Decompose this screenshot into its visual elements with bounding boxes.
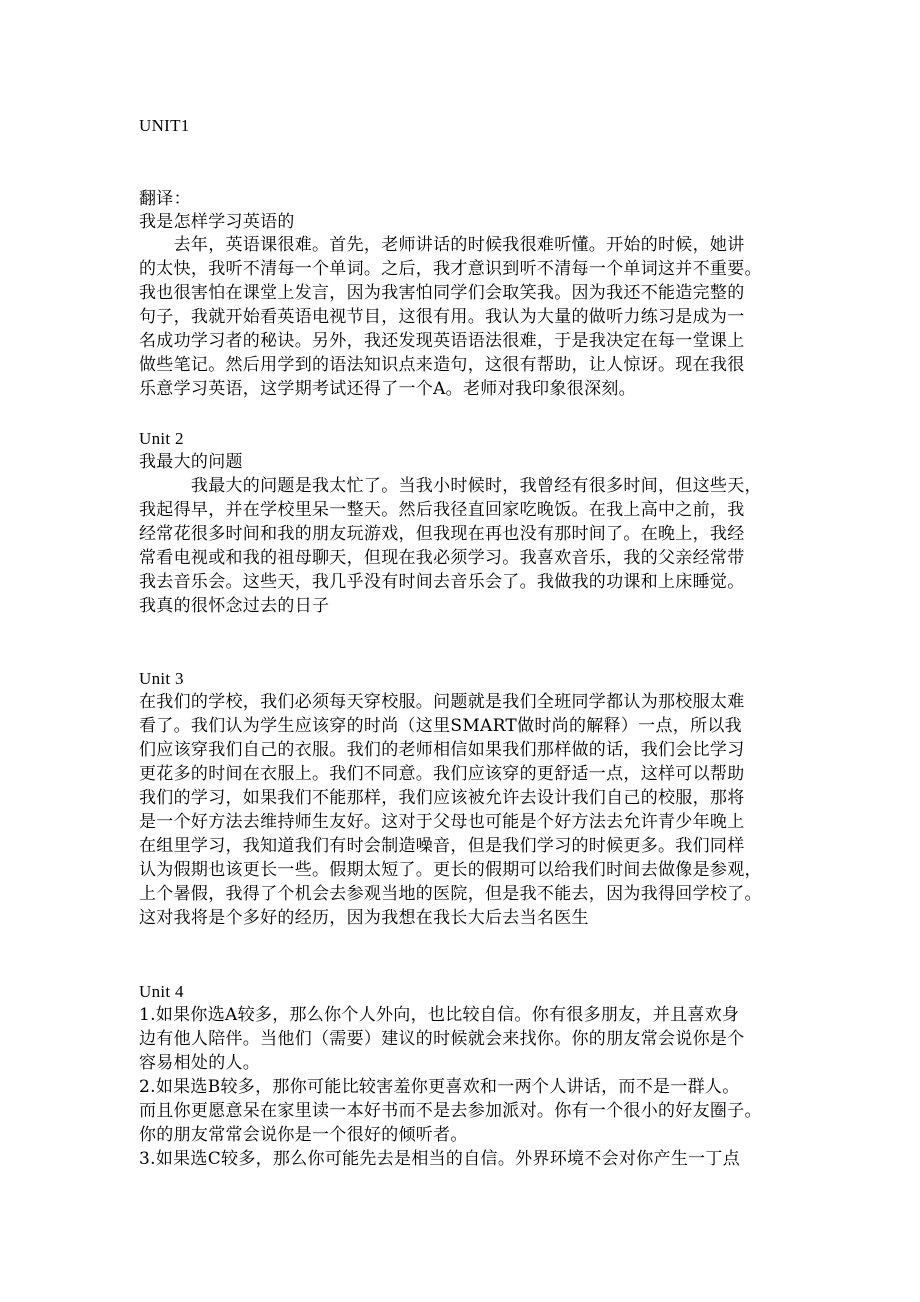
unit2-line: 我最大的问题是我太忙了。当我小时候时，我曾经有很多时间，但这些天， [139,476,762,496]
unit3-line: 我们的学习，如果我们不能那样，我们应该被允许去设计我们自己的校服，那将 [139,788,745,808]
unit1-heading: UNIT1 [139,116,190,135]
unit3-line: 在我们的学校，我们必须每天穿校服。问题就是我们全班同学都认为那校服太难 [139,692,745,712]
unit1-line: 名成功学习者的秘诀。另外，我还发现英语语法很难，于是我决定在每一堂课上 [139,331,745,351]
unit3-line: 在组里学习，我知道我们有时会制造噪音，但是我们学习的时候更多。我们同样 [139,836,745,856]
unit3-line: 更花多的时间在衣服上。我们不同意。我们应该穿的更舒适一点，这样可以帮助 [139,764,745,784]
unit3-heading: Unit 3 [139,669,184,688]
unit4-line: 你的朋友常常会说你是一个很好的倾听者。 [139,1125,468,1145]
unit1-line: 做些笔记。然后用学到的语法知识点来造句，这很有帮助，让人惊讶。现在我很 [139,355,745,375]
unit4-line: 边有他人陪伴。当他们（需要）建议的时候就会来找你。你的朋友常会说你是个 [139,1029,745,1049]
unit4-line: 2.如果选B较多，那你可能比较害羞你更喜欢和一两个人讲话，而不是一群人。 [139,1077,740,1097]
unit4-line: 1.如果你选A较多，那么你个人外向，也比较自信。你有很多朋友，并且喜欢身 [139,1005,740,1025]
unit3-line: 上个暑假，我得了个机会去参观当地的医院，但是我不能去，因为我得回学校了。 [139,884,762,904]
unit4-line: 3.如果选C较多，那么你可能先去是相当的自信。外界环境不会对你产生一丁点 [139,1149,741,1169]
unit2-line: 常看电视或和我的祖母聊天，但现在我必须学习。我喜欢音乐，我的父亲经常带 [139,548,745,568]
unit1-label: 翻译： [139,189,191,209]
unit1-line: 我也很害怕在课堂上发言，因为我害怕同学们会取笑我。因为我还不能造完整的 [139,283,745,303]
unit1-line: 的太快，我听不清每一个单词。之后，我才意识到听不清每一个单词这并不重要。 [139,259,762,279]
unit3-line: 认为假期也该更长一些。假期太短了。更长的假期可以给我们时间去做像是参观， [139,860,762,880]
unit2-line: 经常花很多时间和我的朋友玩游戏，但我现在再也没有那时间了。在晚上，我经 [139,524,745,544]
unit4-line: 而且你更愿意呆在家里读一本好书而不是去参加派对。你有一个很小的好友圈子。 [139,1101,762,1121]
unit2-line: 我去音乐会。这些天，我几乎没有时间去音乐会了。我做我的功课和上床睡觉。 [139,572,745,592]
unit4-line: 容易相处的人。 [139,1053,261,1073]
unit1-line: 去年，英语课很难。首先，老师讲话的时候我很难听懂。开始的时候，她讲 [139,235,745,255]
unit2-line: 我起得早，并在学校里呆一整天。然后我径直回家吃晚饭。在我上高中之前，我 [139,500,745,520]
unit2-title: 我最大的问题 [139,452,243,472]
unit1-title: 我是怎样学习英语的 [139,212,295,232]
unit3-line: 是一个好方法去维持师生友好。这对于父母也可能是个好方法去允许青少年晚上 [139,812,745,832]
unit1-line: 乐意学习英语，这学期考试还得了一个A。老师对我印象很深刻。 [139,379,636,399]
unit3-line: 看了。我们认为学生应该穿的时尚（这里SMART做时尚的解释）一点，所以我 [139,716,742,736]
unit3-line: 这对我将是个多好的经历，因为我想在我长大后去当名医生 [139,908,589,928]
unit4-heading: Unit 4 [139,982,184,1001]
unit1-line: 句子，我就开始看英语电视节目，这很有用。我认为大量的做听力练习是成为一 [139,307,745,327]
unit2-heading: Unit 2 [139,429,184,448]
unit2-line: 我真的很怀念过去的日子 [139,596,330,616]
unit3-line: 们应该穿我们自己的衣服。我们的老师相信如果我们那样做的话，我们会比学习 [139,740,745,760]
